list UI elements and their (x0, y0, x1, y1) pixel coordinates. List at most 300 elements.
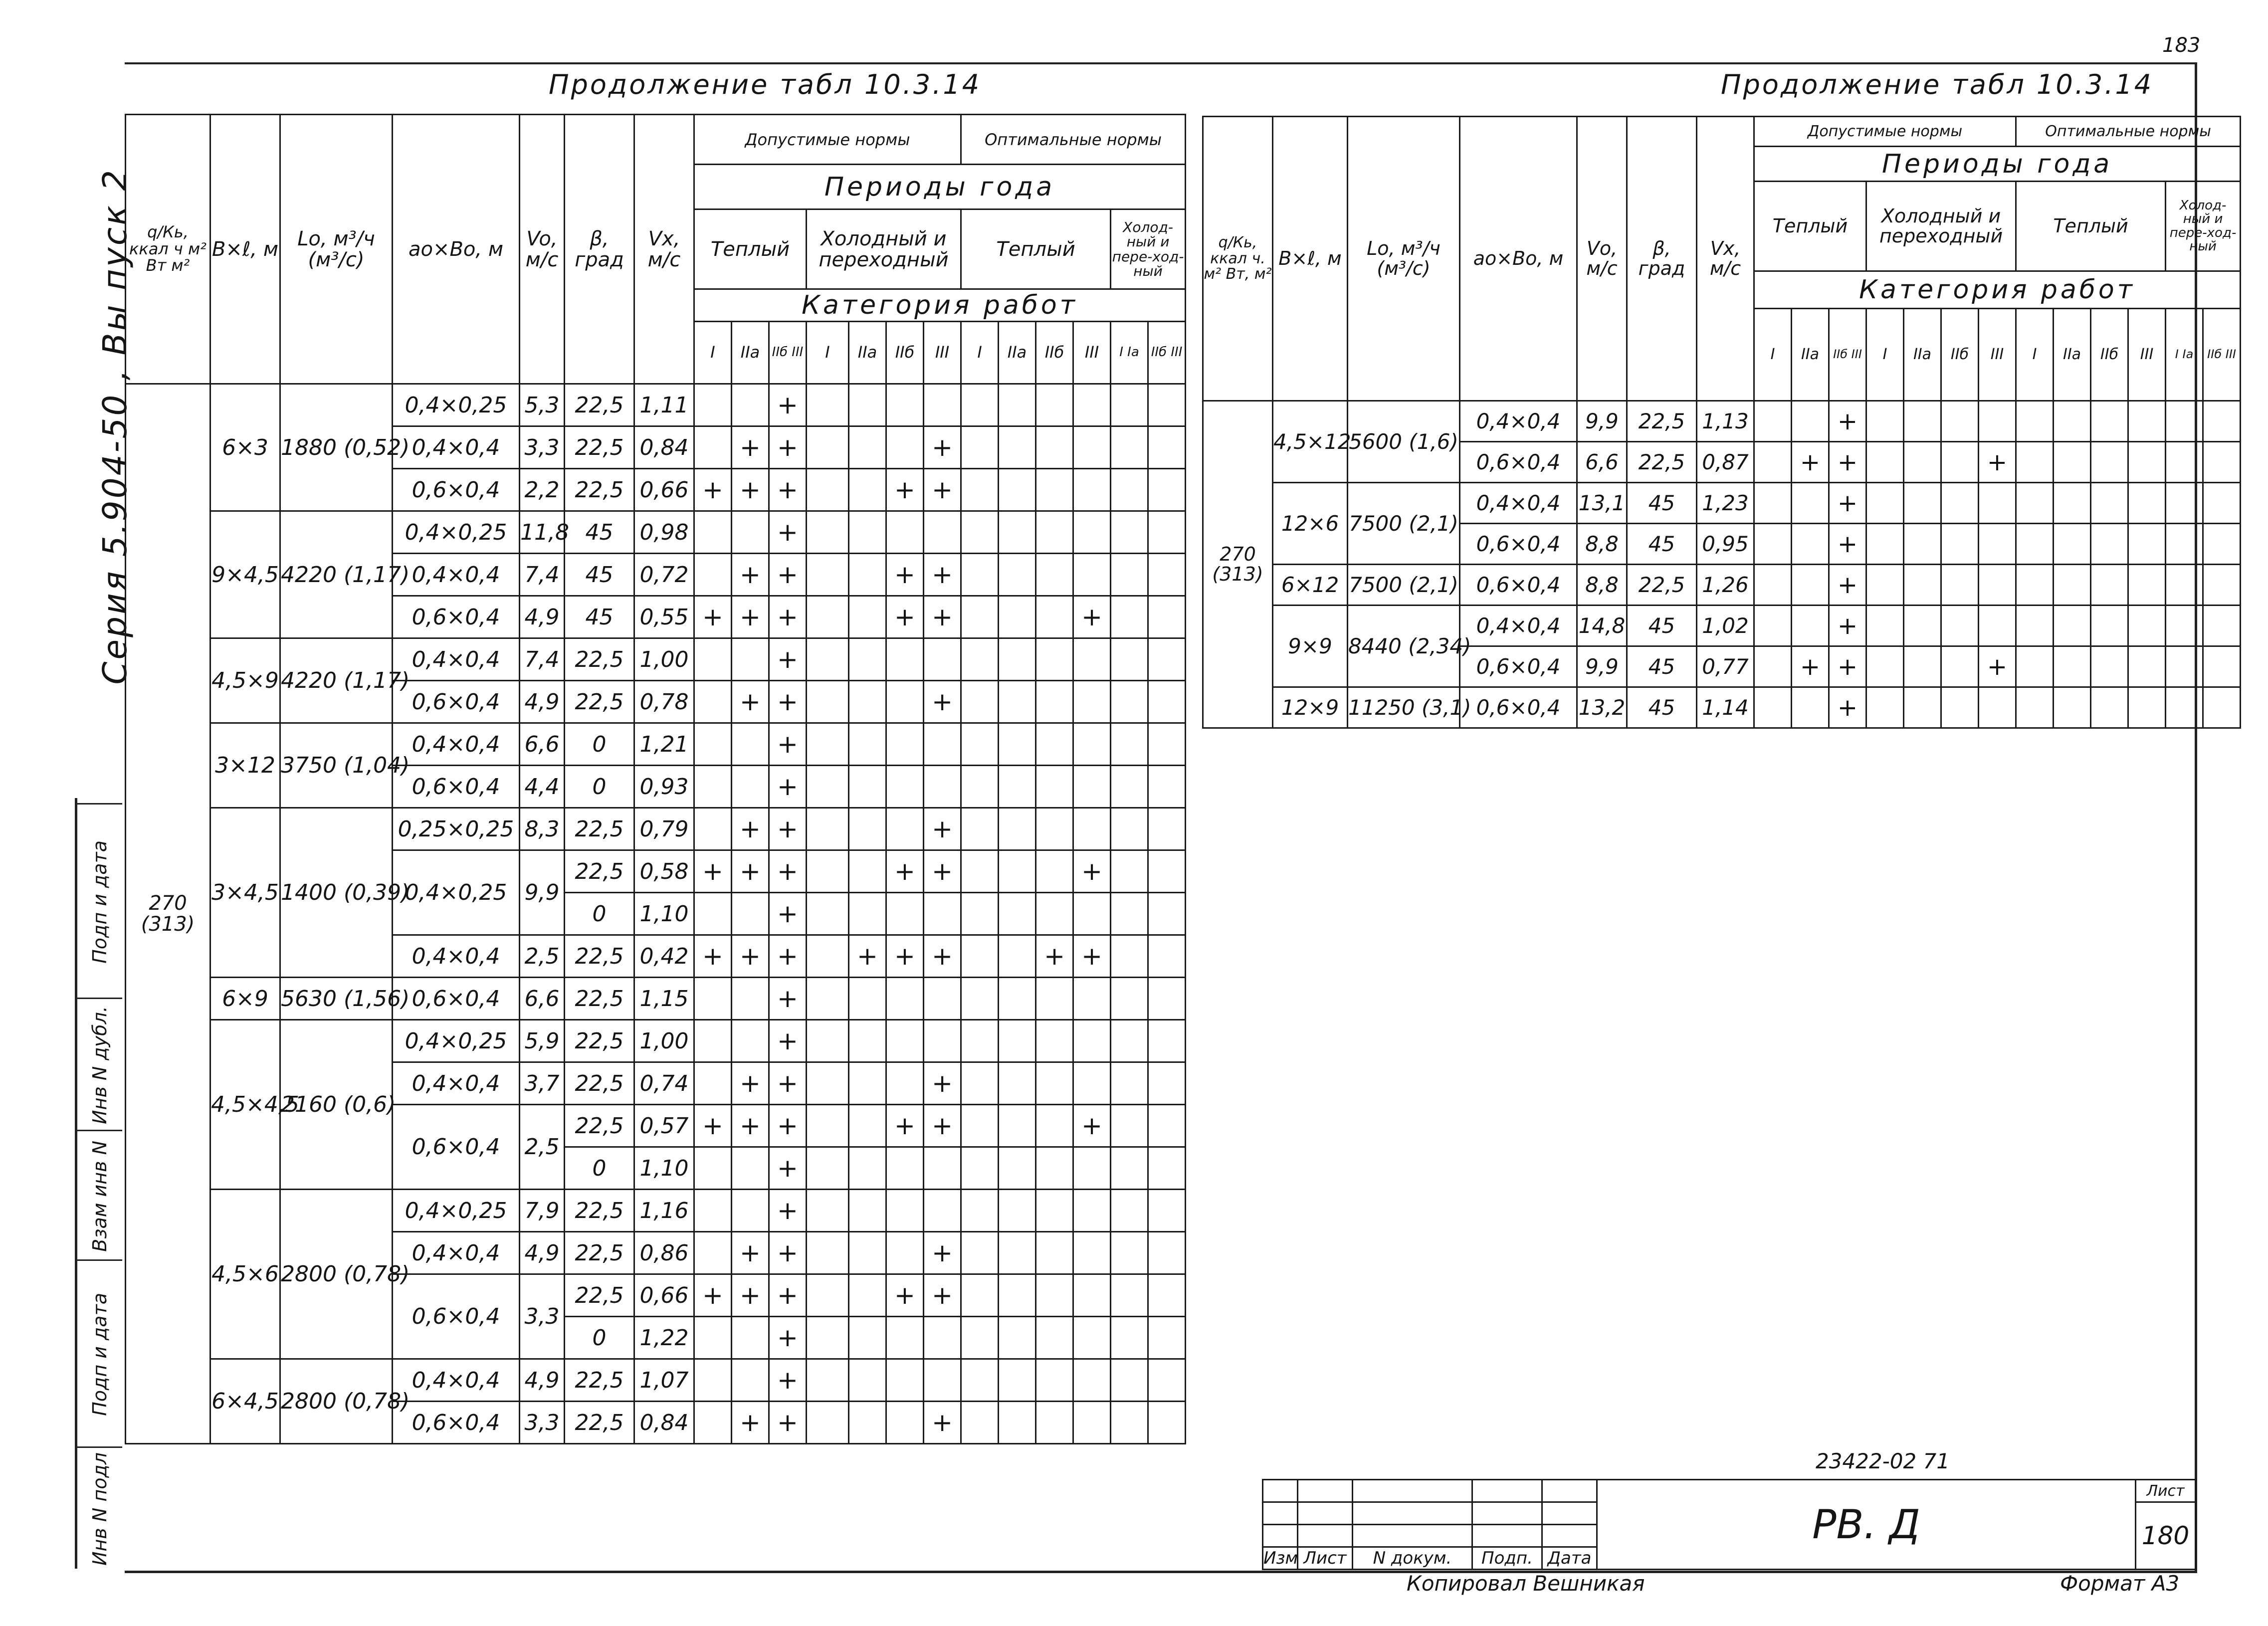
left_table-header-optimal: Оптимальные нормы (961, 115, 1186, 165)
left_table-lo-cell: 2800 (0,78) (280, 1190, 393, 1359)
right_table-empty-mark (2166, 606, 2203, 646)
right_table-plus-mark: + (1829, 565, 1866, 606)
left_table-plus-mark: + (1073, 935, 1111, 978)
left_table-beta-cell: 22,5 (565, 808, 634, 850)
left_table-plus-mark: + (924, 469, 961, 511)
left_table-empty-mark (886, 1190, 924, 1232)
left_table-empty-mark (849, 1190, 886, 1232)
left_table-empty-mark (924, 638, 961, 681)
left_table-plus-mark: + (732, 426, 769, 469)
right_table-header-beta: β, град (1627, 117, 1697, 401)
left_table-vo-cell: 4,4 (520, 766, 565, 808)
left_table-vx-cell: 1,07 (634, 1359, 694, 1402)
left_table-empty-mark (999, 766, 1036, 808)
right_table-empty-mark (2016, 606, 2054, 646)
left_table-vx-cell: 0,57 (634, 1105, 694, 1147)
right_table-beta-cell: 22,5 (1627, 442, 1697, 483)
left_table-empty-mark (1073, 1147, 1111, 1190)
left_table-empty-mark (1036, 1105, 1073, 1147)
right_table-vo-cell: 14,8 (1577, 606, 1627, 646)
left_table-empty-mark (807, 1062, 849, 1105)
left_table-empty-mark (999, 1274, 1036, 1317)
left_table-empty-mark (807, 766, 849, 808)
left_table-empty-mark (999, 935, 1036, 978)
left_table-empty-mark (999, 681, 1036, 723)
left_table-empty-mark (694, 978, 732, 1020)
left_table-plus-mark: + (694, 1105, 732, 1147)
left_table-header-q: q/Кь, ккал ч м² Вт м² (126, 115, 210, 384)
left_table-plus-mark: + (924, 808, 961, 850)
left_table-empty-mark (886, 426, 924, 469)
left_table-empty-mark (1036, 638, 1073, 681)
right_table-vx-cell: 0,87 (1697, 442, 1754, 483)
left_table-bl-cell: 4,5×6 (210, 1190, 280, 1359)
left_table-ab-cell: 0,4×0,4 (393, 723, 520, 766)
left_table-empty-mark (999, 893, 1036, 935)
right_table-empty-mark (2128, 565, 2166, 606)
left_table-plus-mark: + (769, 1105, 807, 1147)
right_table-empty-mark (1904, 442, 1941, 483)
right_table-empty-mark (2016, 687, 2054, 728)
left_table-empty-mark (1111, 723, 1148, 766)
left_table-plus-mark: + (924, 1062, 961, 1105)
left_table-empty-mark (1111, 596, 1148, 638)
left_table-header-vo: Vo, м/с (520, 115, 565, 384)
stamp-field-label: Инв N подл (89, 1452, 111, 1566)
left_table-empty-mark (1111, 1105, 1148, 1147)
left_table-lo-cell: 4220 (1,17) (280, 638, 393, 723)
title-block-sheet-number: 180 (2136, 1502, 2196, 1570)
stamp-field (77, 1130, 122, 1261)
right_table-empty-mark (1941, 483, 1979, 524)
left_table-empty-mark (1036, 681, 1073, 723)
left_table-empty-mark (1073, 1359, 1111, 1402)
series-label-text: Серия 5.904-50 , Вы пуск 2 (95, 168, 134, 685)
right_table-empty-mark (2054, 606, 2091, 646)
left_table-empty-mark (1111, 469, 1148, 511)
left_table-vx-cell: 0,66 (634, 469, 694, 511)
left_table-empty-mark (999, 554, 1036, 596)
left_table-empty-mark (1148, 426, 1186, 469)
left_table-beta-cell: 22,5 (565, 426, 634, 469)
left_table-ab-cell: 0,6×0,4 (393, 1274, 520, 1359)
left_table-empty-mark (1148, 1402, 1186, 1444)
left_table-empty-mark (999, 638, 1036, 681)
right_table-empty-mark (1904, 606, 1941, 646)
left_table-plus-mark: + (886, 1274, 924, 1317)
left_table-empty-mark (999, 511, 1036, 554)
left_table-empty-mark (961, 1020, 999, 1062)
left_table-empty-mark (1073, 469, 1111, 511)
left_table-empty-mark (961, 1402, 999, 1444)
right_table-bl-cell: 12×9 (1273, 687, 1348, 728)
left_table-vo-cell: 4,9 (520, 1359, 565, 1402)
left_table-empty-mark (1148, 808, 1186, 850)
left_table-empty-mark (1073, 384, 1111, 426)
left_table-empty-mark (961, 681, 999, 723)
left_table-plus-mark: + (732, 1402, 769, 1444)
left_table-empty-mark (1111, 384, 1148, 426)
left_table-plus-mark: + (769, 426, 807, 469)
right_table-empty-mark (1754, 442, 1792, 483)
left_table-plus-mark: + (769, 766, 807, 808)
left_table-empty-mark (886, 893, 924, 935)
left_table-empty-mark (1111, 554, 1148, 596)
right_table-bl-cell: 9×9 (1273, 606, 1348, 687)
right_table-empty-mark (1754, 483, 1792, 524)
right_table-header-optimal: Оптимальные нормы (2016, 117, 2241, 147)
right_table-empty-mark (2203, 442, 2241, 483)
left_table-empty-mark (1148, 1020, 1186, 1062)
left_table-empty-mark (807, 511, 849, 554)
left_table-vo-cell: 8,3 (520, 808, 565, 850)
left_table-vx-cell: 1,00 (634, 1020, 694, 1062)
left_table-plus-mark: + (849, 935, 886, 978)
right_table-vx-cell: 1,26 (1697, 565, 1754, 606)
left_table-beta-cell: 22,5 (565, 1402, 634, 1444)
left_table-ab-cell: 0,4×0,4 (393, 1232, 520, 1274)
left_table-empty-mark (732, 766, 769, 808)
right_table-ab-cell: 0,4×0,4 (1460, 483, 1577, 524)
right_table-empty-mark (2054, 687, 2091, 728)
right_table-empty-mark (2016, 646, 2054, 687)
right_table-empty-mark (2054, 524, 2091, 565)
left_table-empty-mark (849, 1105, 886, 1147)
right_table-plus-mark: + (1829, 401, 1866, 442)
left_table-plus-mark: + (732, 935, 769, 978)
right_table-category-col: I (2016, 309, 2054, 401)
left_table-header-bl: В×ℓ, м (210, 115, 280, 384)
title-col-sheet: Лист (1298, 1547, 1353, 1570)
left_table-empty-mark (694, 1020, 732, 1062)
right_table-empty-mark (1904, 524, 1941, 565)
right_table-empty-mark (1754, 524, 1792, 565)
left_table-category-col: IIа (999, 322, 1036, 384)
left_table-plus-mark: + (732, 850, 769, 893)
right_table-category-col: IIа (1792, 309, 1829, 401)
right_table-empty-mark (1866, 606, 1904, 646)
left_table-beta-cell: 0 (565, 893, 634, 935)
left_table-empty-mark (1111, 935, 1148, 978)
right_table-empty-mark (2016, 524, 2054, 565)
left_table-empty-mark (1073, 638, 1111, 681)
left_table-vx-cell: 1,16 (634, 1190, 694, 1232)
right_table-vo-cell: 13,1 (1577, 483, 1627, 524)
left_table-empty-mark (1073, 808, 1111, 850)
left_table-plus-mark: + (732, 469, 769, 511)
left_table-empty-mark (1111, 808, 1148, 850)
right_table-empty-mark (2091, 524, 2128, 565)
right_table-vx-cell: 0,95 (1697, 524, 1754, 565)
right_table-empty-mark (1979, 483, 2016, 524)
left_table-plus-mark: + (1036, 935, 1073, 978)
right_table-plus-mark: + (1829, 483, 1866, 524)
title-block-sheet-label: Лист (2136, 1480, 2196, 1502)
left_table-empty-mark (961, 1105, 999, 1147)
left_table-header-cold-optimal: Холод-ный и пере-ход-ный (1111, 209, 1186, 289)
right_table-empty-mark (2091, 687, 2128, 728)
left_table-vo-cell: 4,9 (520, 1232, 565, 1274)
left_table-empty-mark (1073, 681, 1111, 723)
right_table-empty-mark (1941, 401, 1979, 442)
right_table-empty-mark (1754, 606, 1792, 646)
right_table-empty-mark (2128, 524, 2166, 565)
right_table-empty-mark (1754, 687, 1792, 728)
left_table-empty-mark (849, 1232, 886, 1274)
left_table-vx-cell: 0,58 (634, 850, 694, 893)
left_table-lo-cell: 4220 (1,17) (280, 511, 393, 638)
left_table-empty-mark (732, 1190, 769, 1232)
left_table-vo-cell: 11,8 (520, 511, 565, 554)
left_table-empty-mark (886, 1062, 924, 1105)
right_table-header-bl: В×ℓ, м (1273, 117, 1348, 401)
left_table-vo-cell: 2,5 (520, 935, 565, 978)
left_table-empty-mark (807, 978, 849, 1020)
right_table-empty-mark (2091, 401, 2128, 442)
left_table-category-col: IIб III (769, 322, 807, 384)
left_table-empty-mark (732, 723, 769, 766)
left_table-empty-mark (1111, 638, 1148, 681)
left_table-empty-mark (886, 638, 924, 681)
left_table-empty-mark (886, 808, 924, 850)
left_table-plus-mark: + (924, 596, 961, 638)
left_table-vx-cell: 0,86 (634, 1232, 694, 1274)
left_table-plus-mark: + (924, 850, 961, 893)
left_table-empty-mark (1148, 638, 1186, 681)
left_table-plus-mark: + (732, 681, 769, 723)
left_table-plus-mark: + (924, 1402, 961, 1444)
left_table-empty-mark (807, 1402, 849, 1444)
left_table-plus-mark: + (732, 1105, 769, 1147)
left_table-beta-cell: 22,5 (565, 1020, 634, 1062)
title-block (1262, 1479, 2195, 1569)
left_table-empty-mark (807, 893, 849, 935)
left_table-empty-mark (1111, 1317, 1148, 1359)
right_table-empty-mark (2128, 442, 2166, 483)
right_table-empty-mark (2203, 483, 2241, 524)
right_table-empty-mark (1866, 483, 1904, 524)
left_table-vx-cell: 0,72 (634, 554, 694, 596)
left_table-vo-cell: 7,9 (520, 1190, 565, 1232)
left_table-empty-mark (1036, 893, 1073, 935)
left_table-vx-cell: 1,11 (634, 384, 694, 426)
right_table-vo-cell: 8,8 (1577, 524, 1627, 565)
left_table-beta-cell: 22,5 (565, 1359, 634, 1402)
right_table-empty-mark (1866, 687, 1904, 728)
right_table-empty-mark (2054, 565, 2091, 606)
left_table-empty-mark (1148, 554, 1186, 596)
left_table-beta-cell: 22,5 (565, 1232, 634, 1274)
right_table-header-allowed: Допустимые нормы (1754, 117, 2016, 147)
left_table-empty-mark (849, 426, 886, 469)
left_table-empty-mark (1111, 766, 1148, 808)
left_table-empty-mark (849, 469, 886, 511)
left_table-empty-mark (924, 893, 961, 935)
right_table-category-col: I (1866, 309, 1904, 401)
left_table-empty-mark (1148, 1317, 1186, 1359)
left_table-empty-mark (849, 1317, 886, 1359)
left_table-empty-mark (849, 554, 886, 596)
left_table-header-ab: aо×Во, м (393, 115, 520, 384)
right_table-plus-mark: + (1792, 646, 1829, 687)
left_table-plus-mark: + (886, 850, 924, 893)
left_table-category-col: I (694, 322, 732, 384)
left_table-empty-mark (1148, 978, 1186, 1020)
left_table-empty-mark (961, 511, 999, 554)
left_table-empty-mark (1111, 893, 1148, 935)
left_table-plus-mark: + (924, 935, 961, 978)
right_table-plus-mark: + (1829, 606, 1866, 646)
stamp-field-label: Взам инв N (89, 1140, 111, 1252)
left_table-empty-mark (924, 1190, 961, 1232)
left_table-beta-cell: 22,5 (565, 1190, 634, 1232)
left_table-empty-mark (886, 1359, 924, 1402)
left_table-plus-mark: + (769, 1190, 807, 1232)
left_table-empty-mark (999, 1232, 1036, 1274)
left_table-empty-mark (694, 1062, 732, 1105)
right_table-empty-mark (1792, 483, 1829, 524)
left_table-plus-mark: + (924, 554, 961, 596)
left_table-vo-cell: 3,3 (520, 426, 565, 469)
left_table-empty-mark (1148, 596, 1186, 638)
left_table-empty-mark (961, 1147, 999, 1190)
left_table-vx-cell: 0,66 (634, 1274, 694, 1317)
right_table-empty-mark (2203, 687, 2241, 728)
left_table-empty-mark (694, 384, 732, 426)
left_table-plus-mark: + (769, 384, 807, 426)
left_table-header-periods: Периоды года (694, 165, 1186, 209)
left_table-empty-mark (1073, 1402, 1111, 1444)
left_table-empty-mark (961, 1190, 999, 1232)
left_table-empty-mark (1036, 1402, 1073, 1444)
left_table-vo-cell: 3,7 (520, 1062, 565, 1105)
left_table-empty-mark (849, 638, 886, 681)
left_table-empty-mark (1148, 766, 1186, 808)
left_table-ab-cell: 0,6×0,4 (393, 596, 520, 638)
right_table-empty-mark (1979, 565, 2016, 606)
left_table-empty-mark (1148, 511, 1186, 554)
corner-number: 183 (2162, 34, 2201, 57)
left_table-empty-mark (807, 426, 849, 469)
left_table-empty-mark (999, 1359, 1036, 1402)
left_table-empty-mark (694, 554, 732, 596)
left_table-category-col: III (924, 322, 961, 384)
left_table-vo-cell: 4,9 (520, 596, 565, 638)
left_table-empty-mark (999, 426, 1036, 469)
left_table-vo-cell: 5,3 (520, 384, 565, 426)
right_table-empty-mark (1904, 483, 1941, 524)
right_table-header-warm: Теплый (1754, 182, 1866, 271)
right_table-header-q: q/Кь, ккал ч. м² Вт, м² (1203, 117, 1273, 401)
left_table-category-col: IIб (1036, 322, 1073, 384)
right_table-ab-cell: 0,6×0,4 (1460, 442, 1577, 483)
left_table-ab-cell: 0,4×0,4 (393, 935, 520, 978)
left_table-empty-mark (886, 1147, 924, 1190)
left_table-empty-mark (849, 1147, 886, 1190)
right_table-ab-cell: 0,6×0,4 (1460, 524, 1577, 565)
left_table-empty-mark (999, 384, 1036, 426)
left_table-empty-mark (1111, 1402, 1148, 1444)
left_table-empty-mark (1036, 766, 1073, 808)
left_table-vo-cell: 6,6 (520, 978, 565, 1020)
left_table-empty-mark (999, 1020, 1036, 1062)
right_table-empty-mark (1904, 565, 1941, 606)
left_table-vx-cell: 1,21 (634, 723, 694, 766)
right_table-empty-mark (1792, 524, 1829, 565)
right_table-empty-mark (1941, 606, 1979, 646)
title-col-change: Изм (1263, 1547, 1298, 1570)
right_table-ab-cell: 0,6×0,4 (1460, 646, 1577, 687)
right_table-empty-mark (2091, 565, 2128, 606)
right_table-empty-mark (2054, 442, 2091, 483)
left_table-plus-mark: + (769, 596, 807, 638)
left_table-vx-cell: 0,98 (634, 511, 694, 554)
right_table-empty-mark (2128, 483, 2166, 524)
left_table-empty-mark (886, 978, 924, 1020)
left_table-plus-mark: + (694, 596, 732, 638)
stamp-field (77, 1446, 122, 1570)
right_table-header-category: Категория работ (1754, 271, 2241, 309)
left_table-empty-mark (1148, 893, 1186, 935)
left_table-ab-cell: 0,25×0,25 (393, 808, 520, 850)
left_table-empty-mark (961, 469, 999, 511)
right_table-beta-cell: 45 (1627, 687, 1697, 728)
left_table-empty-mark (1111, 1190, 1148, 1232)
right_table-vo-cell: 6,6 (1577, 442, 1627, 483)
left_table-empty-mark (1036, 511, 1073, 554)
left_table-empty-mark (1073, 1317, 1111, 1359)
left_table-vo-cell: 5,9 (520, 1020, 565, 1062)
right_table-category-col: III (1979, 309, 2016, 401)
left_table-lo-cell: 1400 (0,39) (280, 808, 393, 978)
document-code: 23422-02 71 (1816, 1449, 1950, 1473)
right_table-category-col: IIб III (2203, 309, 2241, 401)
left_table-plus-mark: + (924, 426, 961, 469)
left_table-plus-mark: + (769, 1317, 807, 1359)
left_table-bl-cell: 4,5×9 (210, 638, 280, 723)
left_table-category-col: IIб (886, 322, 924, 384)
left_table-empty-mark (694, 723, 732, 766)
right_table-empty-mark (2166, 646, 2203, 687)
right-data-table (1202, 116, 2241, 729)
left_table-empty-mark (999, 808, 1036, 850)
left_table-empty-mark (1148, 723, 1186, 766)
left_table-empty-mark (999, 1317, 1036, 1359)
left_table-empty-mark (1111, 1020, 1148, 1062)
left_table-beta-cell: 0 (565, 1147, 634, 1190)
left_table-plus-mark: + (769, 893, 807, 935)
left_table-lo-cell: 3750 (1,04) (280, 723, 393, 808)
right_table-category-col: IIб (1941, 309, 1979, 401)
left_table-plus-mark: + (886, 596, 924, 638)
right_table-vo-cell: 13,2 (1577, 687, 1627, 728)
left_table-empty-mark (694, 1190, 732, 1232)
right_table-empty-mark (1754, 646, 1792, 687)
right_table-empty-mark (2016, 442, 2054, 483)
right_table-header-vo: Vо, м/с (1577, 117, 1627, 401)
right_table-lo-cell: 11250 (3,1) (1348, 687, 1460, 728)
left_table-empty-mark (1148, 469, 1186, 511)
right_table-empty-mark (1792, 606, 1829, 646)
left_table-empty-mark (1073, 766, 1111, 808)
right_table-vo-cell: 8,8 (1577, 565, 1627, 606)
left_table-empty-mark (1036, 1317, 1073, 1359)
left_table-plus-mark: + (769, 808, 807, 850)
left_table-ab-cell: 0,6×0,4 (393, 1105, 520, 1190)
left_table-vo-cell: 6,6 (520, 723, 565, 766)
left_table-empty-mark (1111, 978, 1148, 1020)
left_table-vo-cell: 4,9 (520, 681, 565, 723)
